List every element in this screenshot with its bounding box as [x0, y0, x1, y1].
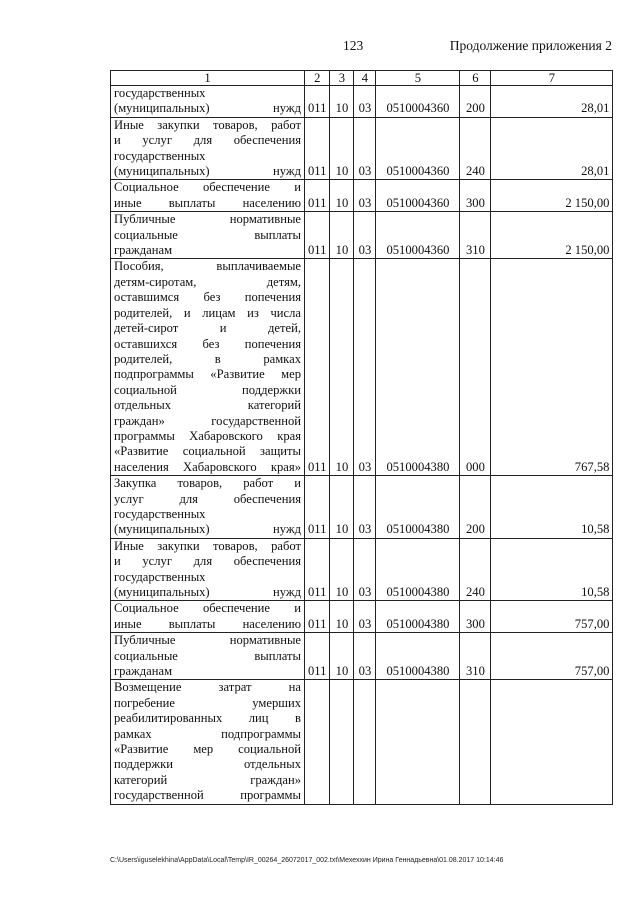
subsection-code-cell: 10	[330, 633, 354, 680]
table-row	[111, 680, 613, 804]
expense-name-line: государственных	[114, 569, 206, 584]
item-code-cell: 03	[354, 633, 376, 680]
expense-name-line: Иные закупки товаров, работ	[114, 117, 301, 132]
expense-name-cell	[111, 476, 305, 539]
expense-name-cell	[111, 212, 305, 259]
expense-name-line: услуг для обеспечения	[114, 491, 301, 506]
expense-name-line: (муниципальных) нужд	[114, 101, 301, 116]
table-row	[111, 476, 613, 539]
expense-name-line: Публичные нормативные	[114, 212, 301, 227]
expense-name-line: поддержки отдельных	[114, 757, 301, 772]
target-article-code-cell: 0510004380	[376, 601, 460, 633]
table-row	[111, 117, 613, 180]
item-code-cell: 03	[354, 86, 376, 118]
expense-type-code-cell: 300	[460, 180, 491, 212]
column-header-3: 3	[330, 71, 354, 86]
amount-cell: 767,58	[491, 259, 613, 476]
expense-type-code-cell: 000	[460, 259, 491, 476]
expense-name-line: отдельных категорий	[114, 398, 301, 413]
expense-name-line: Закупка товаров, работ и	[114, 476, 301, 491]
expense-name-line: граждан» государственной	[114, 413, 301, 428]
item-code-cell	[354, 680, 376, 804]
column-header-2: 2	[305, 71, 330, 86]
section-code-cell: 011	[305, 180, 330, 212]
target-article-code-cell: 0510004380	[376, 259, 460, 476]
expense-type-code-cell: 240	[460, 538, 491, 601]
subsection-code-cell: 10	[330, 601, 354, 633]
expense-name-line: реабилитированных лиц в	[114, 711, 301, 726]
table-row	[111, 601, 613, 633]
amount-cell: 28,01	[491, 117, 613, 180]
expense-type-code-cell: 200	[460, 476, 491, 539]
subsection-code-cell: 10	[330, 259, 354, 476]
expense-name-line: родителей, в рамках	[114, 351, 301, 366]
table-row	[111, 86, 613, 118]
target-article-code-cell: 0510004380	[376, 538, 460, 601]
expense-name-line: оставшихся без попечения	[114, 336, 301, 351]
expense-type-code-cell	[460, 680, 491, 804]
page-number: 123	[343, 38, 364, 53]
subsection-code-cell: 10	[330, 212, 354, 259]
expense-name-line: социальной поддержки	[114, 382, 301, 397]
expense-name-line: «Развитие мер социальной	[114, 742, 301, 757]
expense-name-line: и услуг для обеспечения	[114, 133, 301, 148]
target-article-code-cell	[376, 680, 460, 804]
expense-name-line: государственных	[114, 506, 206, 521]
expense-name-line: иные выплаты населению	[114, 616, 301, 631]
section-code-cell: 011	[305, 117, 330, 180]
footer-file-path: C:\Users\iguselekhina\AppData\Local\Temp\IR_00264_26072017_002.txt\Мехеххин Ирина Геннадьевна\01.08.2017 10:14:46	[110, 857, 504, 864]
expense-name-cell	[111, 117, 305, 180]
expense-name-line: иные выплаты населению	[114, 195, 301, 210]
subsection-code-cell: 10	[330, 538, 354, 601]
section-code-cell	[305, 680, 330, 804]
expense-name-line: гражданам	[114, 664, 173, 679]
expense-name-line: родителей, и лицам из числа	[114, 305, 301, 320]
expense-name-line: социальные выплаты	[114, 227, 301, 242]
item-code-cell: 03	[354, 212, 376, 259]
expense-name-line: государственных	[114, 86, 206, 100]
target-article-code-cell: 0510004360	[376, 86, 460, 118]
section-code-cell: 011	[305, 86, 330, 118]
expense-name-line: и услуг для обеспечения	[114, 554, 301, 569]
section-code-cell: 011	[305, 259, 330, 476]
amount-cell: 10,58	[491, 538, 613, 601]
expense-name-line: Социальное обеспечение и	[114, 601, 301, 616]
item-code-cell: 03	[354, 538, 376, 601]
expense-name-line: подпрограммы «Развитие мер	[114, 367, 301, 382]
subsection-code-cell	[330, 680, 354, 804]
expense-type-code-cell: 300	[460, 601, 491, 633]
expense-name-line: населения Хабаровского края»	[114, 459, 301, 474]
expense-name-line: рамках подпрограммы	[114, 726, 301, 741]
expense-name-cell	[111, 180, 305, 212]
expense-name-line: Возмещение затрат на	[114, 680, 301, 695]
subsection-code-cell: 10	[330, 476, 354, 539]
expense-name-line: «Развитие социальной защиты	[114, 444, 301, 459]
target-article-code-cell: 0510004360	[376, 117, 460, 180]
amount-cell: 2 150,00	[491, 212, 613, 259]
target-article-code-cell: 0510004380	[376, 633, 460, 680]
column-header-4: 4	[354, 71, 376, 86]
expense-name-line: Социальное обеспечение и	[114, 180, 301, 195]
section-code-cell: 011	[305, 633, 330, 680]
column-header-5: 5	[376, 71, 460, 86]
subsection-code-cell: 10	[330, 180, 354, 212]
expense-name-cell	[111, 633, 305, 680]
appendix-continuation-label: Продолжение приложения 2	[449, 38, 612, 53]
expense-name-line: (муниципальных) нужд	[114, 585, 301, 599]
section-code-cell: 011	[305, 538, 330, 601]
amount-cell: 757,00	[491, 633, 613, 680]
expense-name-line: погребение умерших	[114, 695, 301, 710]
item-code-cell: 03	[354, 259, 376, 476]
expense-name-line: Публичные нормативные	[114, 633, 301, 648]
table-row	[111, 212, 613, 259]
subsection-code-cell: 10	[330, 86, 354, 118]
expense-name-line: (муниципальных) нужд	[114, 522, 301, 537]
expense-name-line: Иные закупки товаров, работ	[114, 538, 301, 553]
section-code-cell: 011	[305, 212, 330, 259]
expense-name-line: программы Хабаровского края	[114, 428, 301, 443]
target-article-code-cell: 0510004360	[376, 180, 460, 212]
expense-name-cell	[111, 680, 305, 804]
table-row	[111, 259, 613, 476]
expense-name-line: детей-сирот и детей,	[114, 321, 301, 336]
item-code-cell: 03	[354, 117, 376, 180]
expense-name-line: детям-сиротам, детям,	[114, 274, 301, 289]
section-code-cell: 011	[305, 476, 330, 539]
item-code-cell: 03	[354, 601, 376, 633]
expense-name-cell	[111, 259, 305, 476]
column-header-6: 6	[460, 71, 491, 86]
column-header-1: 1	[111, 71, 305, 86]
item-code-cell: 03	[354, 180, 376, 212]
expense-name-line: Пособия, выплачиваемые	[114, 259, 301, 274]
item-code-cell: 03	[354, 476, 376, 539]
expense-name-line: социальные выплаты	[114, 648, 301, 663]
table-row	[111, 633, 613, 680]
expense-name-line: гражданам	[114, 243, 173, 258]
amount-cell: 28,01	[491, 86, 613, 118]
expense-name-line: (муниципальных) нужд	[114, 164, 301, 179]
target-article-code-cell: 0510004380	[376, 476, 460, 539]
expense-type-code-cell: 240	[460, 117, 491, 180]
amount-cell: 2 150,00	[491, 180, 613, 212]
amount-cell: 10,58	[491, 476, 613, 539]
amount-cell	[491, 680, 613, 804]
expense-name-cell	[111, 86, 305, 118]
column-header-7: 7	[491, 71, 613, 86]
expense-name-cell	[111, 538, 305, 601]
expense-name-line: категорий граждан»	[114, 772, 301, 787]
expense-type-code-cell: 200	[460, 86, 491, 118]
expense-name-line: государственных	[114, 148, 206, 163]
column-header-row	[111, 71, 613, 86]
expense-name-line: оставшимся без попечения	[114, 290, 301, 305]
subsection-code-cell: 10	[330, 117, 354, 180]
expense-name-cell	[111, 601, 305, 633]
amount-cell: 757,00	[491, 601, 613, 633]
section-code-cell: 011	[305, 601, 330, 633]
expense-type-code-cell: 310	[460, 212, 491, 259]
target-article-code-cell: 0510004360	[376, 212, 460, 259]
budget-table	[110, 70, 613, 805]
table-row	[111, 538, 613, 601]
expense-type-code-cell: 310	[460, 633, 491, 680]
expense-name-line: государственной программы	[114, 788, 301, 803]
table-row	[111, 180, 613, 212]
